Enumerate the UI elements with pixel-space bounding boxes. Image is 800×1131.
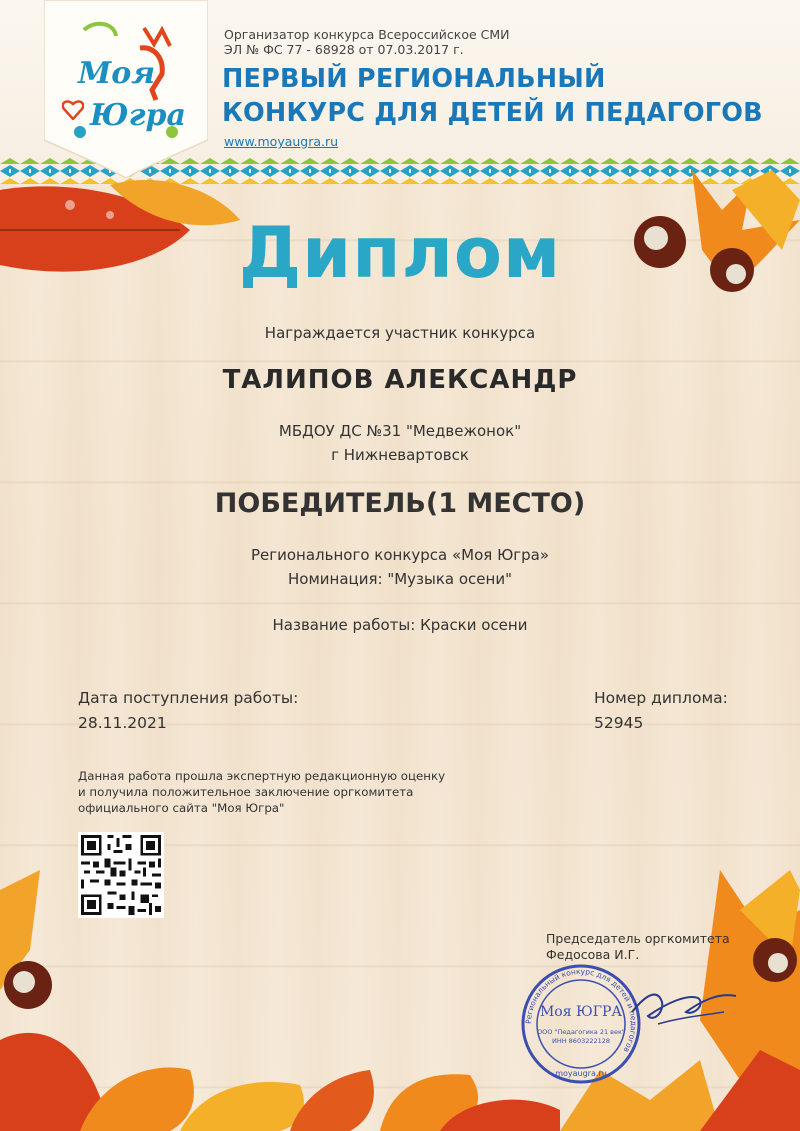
signatory-name: Федосова И.Г.	[546, 947, 640, 962]
city: г Нижневартовск	[331, 446, 469, 464]
diploma-number-value: 52945	[594, 714, 644, 732]
award-place: ПОБЕДИТЕЛЬ(1 МЕСТО)	[214, 488, 586, 519]
organizer-info	[224, 27, 510, 57]
contest-title-line1: ПЕРВЫЙ РЕГИОНАЛЬНЫЙ	[222, 64, 606, 94]
diploma-number-label: Номер диплома:	[594, 689, 728, 707]
logo-text-moya: Моя	[78, 56, 156, 91]
stamp-site-text: moyaugra.ru	[555, 1069, 607, 1078]
heart-icon	[62, 100, 84, 120]
stamp-org-text: ООО "Педагогика 21 век"	[537, 1028, 625, 1036]
awarded-text: Награждается участник конкурса	[264, 324, 536, 342]
date-label: Дата поступления работы:	[78, 689, 299, 707]
organizer-line: Организатор конкурса Всероссийское СМИ	[224, 27, 510, 42]
qr-code[interactable]	[78, 832, 164, 918]
diploma-heading: Диплом	[238, 212, 562, 294]
logo-text-yugra: Югра	[90, 98, 186, 133]
stamp-inn-text: ИНН 8603222128	[551, 1037, 611, 1045]
contest-name: Регионального конкурса «Моя Югра»	[250, 546, 550, 564]
expert-note	[78, 768, 445, 816]
official-stamp	[516, 964, 646, 1084]
signature	[628, 982, 740, 1030]
stamp-center-text: Моя ЮГРА	[539, 1004, 623, 1020]
work-title: Название работы: Краски осени	[272, 616, 528, 634]
expert-note-line1: Данная работа прошла экспертную редакционную оценку	[78, 769, 446, 783]
nomination: Номинация: "Музыка осени"	[288, 570, 512, 588]
registration-line: ЭЛ № ФС 77 - 68928 от 07.03.2017 г.	[224, 42, 464, 57]
expert-note-line2: и получила положительное заключение оргкомитета	[78, 785, 414, 799]
expert-note-line3: официального сайта "Моя Югра"	[78, 801, 285, 815]
signatory-role: Председатель оргкомитета	[546, 931, 730, 946]
stamp-ring-text: Региональный конкурс для детей и педагогов	[523, 966, 639, 1054]
contest-title-line2: КОНКУРС ДЛЯ ДЕТЕЙ И ПЕДАГОГОВ	[222, 98, 763, 128]
date-value: 28.11.2021	[78, 714, 167, 732]
signatory	[546, 931, 730, 963]
site-link[interactable]: www.moyaugra.ru	[224, 134, 339, 149]
contest-title	[222, 62, 763, 130]
participant-name: ТАЛИПОВ АЛЕКСАНДР	[222, 365, 578, 395]
institution: МБДОУ ДС №31 "Медвежонок"	[278, 422, 522, 440]
